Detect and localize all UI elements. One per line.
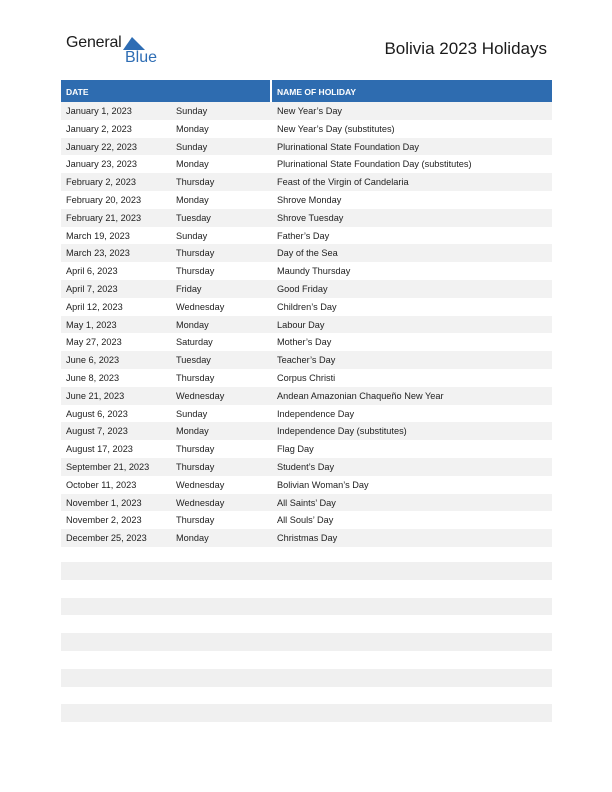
table-row (61, 422, 552, 440)
table-row (61, 351, 552, 369)
table-row (61, 227, 552, 245)
header-holiday-name: NAME OF HOLIDAY (277, 87, 357, 97)
table-row (61, 120, 552, 138)
holiday-name: Day of the Sea (277, 248, 338, 259)
empty-row (61, 687, 552, 705)
table-row (61, 494, 552, 512)
table-row (61, 511, 552, 529)
holiday-date: November 2, 2023 (66, 515, 142, 526)
holiday-name: All Saints’ Day (277, 497, 336, 508)
table-body (61, 102, 552, 547)
holiday-date: January 23, 2023 (66, 159, 138, 170)
holiday-date: January 2, 2023 (66, 123, 132, 134)
holiday-weekday: Wednesday (176, 479, 225, 490)
holiday-date: April 7, 2023 (66, 283, 118, 294)
holiday-date: August 17, 2023 (66, 444, 133, 455)
empty-row (61, 669, 552, 687)
empty-row (61, 633, 552, 651)
holiday-weekday: Thursday (176, 444, 215, 455)
holiday-weekday: Thursday (176, 372, 215, 383)
holiday-date: August 7, 2023 (66, 426, 128, 437)
holiday-name: Plurinational State Foundation Day (277, 141, 419, 152)
table-row (61, 244, 552, 262)
holiday-weekday: Tuesday (176, 212, 211, 223)
holiday-name: Bolivian Woman’s Day (277, 479, 369, 490)
holiday-name: Corpus Christi (277, 372, 336, 383)
holiday-date: February 2, 2023 (66, 177, 136, 188)
holiday-date: December 25, 2023 (66, 533, 147, 544)
holiday-weekday: Monday (176, 123, 209, 134)
holiday-name: Shrove Tuesday (277, 212, 344, 223)
holiday-date: January 1, 2023 (66, 106, 132, 116)
holiday-weekday: Sunday (176, 230, 208, 241)
empty-row (61, 580, 552, 598)
header-date: DATE (66, 87, 89, 97)
empty-row (61, 562, 552, 580)
holiday-date: April 12, 2023 (66, 301, 123, 312)
holiday-name: Labour Day (277, 319, 325, 330)
table-row (61, 529, 552, 547)
logo-word-blue: Blue (125, 49, 158, 66)
holiday-date: February 21, 2023 (66, 212, 142, 223)
holiday-weekday: Thursday (176, 248, 215, 259)
holiday-weekday: Thursday (176, 461, 215, 472)
page-title: Bolivia 2023 Holidays (384, 39, 547, 58)
holiday-name: Andean Amazonian Chaqueño New Year (277, 390, 444, 401)
holiday-date: May 27, 2023 (66, 337, 122, 348)
holiday-name: Feast of the Virgin of Candelaria (277, 177, 409, 188)
holiday-date: October 11, 2023 (66, 479, 137, 490)
holiday-name: Children’s Day (277, 301, 337, 312)
holiday-weekday: Wednesday (176, 390, 225, 401)
empty-row (61, 704, 552, 722)
holiday-name: Shrove Monday (277, 194, 342, 205)
holiday-date: January 22, 2023 (66, 141, 138, 152)
holiday-date: March 23, 2023 (66, 248, 130, 259)
table-row (61, 102, 552, 120)
holiday-weekday: Monday (176, 426, 209, 437)
generalblue-logo (66, 34, 156, 70)
holiday-date: June 21, 2023 (66, 390, 125, 401)
holiday-name: Independence Day (277, 408, 355, 419)
table-row (61, 387, 552, 405)
holiday-weekday: Monday (176, 533, 209, 544)
table-row (61, 298, 552, 316)
holiday-date: November 1, 2023 (66, 497, 142, 508)
table-row (61, 458, 552, 476)
table-row (61, 138, 552, 156)
holiday-weekday: Sunday (176, 106, 208, 116)
empty-row (61, 651, 552, 669)
holiday-date: April 6, 2023 (66, 266, 118, 277)
holiday-weekday: Monday (176, 159, 209, 170)
holiday-weekday: Thursday (176, 515, 215, 526)
holiday-date: May 1, 2023 (66, 319, 117, 330)
empty-row (61, 598, 552, 616)
holiday-name: Mother’s Day (277, 337, 332, 348)
empty-row (61, 615, 552, 633)
holiday-date: September 21, 2023 (66, 461, 150, 472)
holiday-weekday: Tuesday (176, 355, 211, 366)
table-row (61, 405, 552, 423)
holiday-date: February 20, 2023 (66, 194, 142, 205)
table-row (61, 262, 552, 280)
holiday-name: Flag Day (277, 444, 314, 455)
holiday-weekday: Wednesday (176, 301, 225, 312)
holiday-name: Plurinational State Foundation Day (substitutes) (277, 159, 472, 170)
holiday-date: June 6, 2023 (66, 355, 120, 366)
table-row (61, 476, 552, 494)
table-row (61, 155, 552, 173)
holiday-weekday: Monday (176, 194, 209, 205)
table-row (61, 333, 552, 351)
holiday-name: New Year’s Day (substitutes) (277, 123, 395, 134)
table-row (61, 369, 552, 387)
holiday-weekday: Sunday (176, 141, 208, 152)
holiday-weekday: Wednesday (176, 497, 225, 508)
header-divider (270, 80, 272, 102)
holiday-date: August 6, 2023 (66, 408, 128, 419)
holiday-date: June 8, 2023 (66, 372, 120, 383)
holiday-name: Teacher’s Day (277, 355, 336, 366)
holiday-name: Independence Day (substitutes) (277, 426, 407, 437)
table-row (61, 191, 552, 209)
holiday-name: Student’s Day (277, 461, 335, 472)
holiday-date: March 19, 2023 (66, 230, 130, 241)
logo-word-general: General (66, 34, 122, 51)
holiday-name: Maundy Thursday (277, 266, 351, 277)
holiday-weekday: Thursday (176, 266, 215, 277)
holiday-weekday: Sunday (176, 408, 208, 419)
table-row (61, 173, 552, 191)
holiday-name: Good Friday (277, 283, 328, 294)
table-row (61, 316, 552, 334)
holiday-weekday: Monday (176, 319, 209, 330)
holiday-weekday: Thursday (176, 177, 215, 188)
holiday-name: New Year’s Day (277, 106, 343, 116)
holiday-weekday: Saturday (176, 337, 213, 348)
holiday-name: Christmas Day (277, 533, 338, 544)
table-row (61, 209, 552, 227)
table-row (61, 440, 552, 458)
table-header (61, 80, 552, 102)
holiday-name: Father’s Day (277, 230, 330, 241)
holiday-weekday: Friday (176, 283, 202, 294)
holiday-name: All Souls’ Day (277, 515, 334, 526)
table-row (61, 280, 552, 298)
empty-rows (61, 562, 552, 722)
holiday-table (61, 80, 552, 547)
